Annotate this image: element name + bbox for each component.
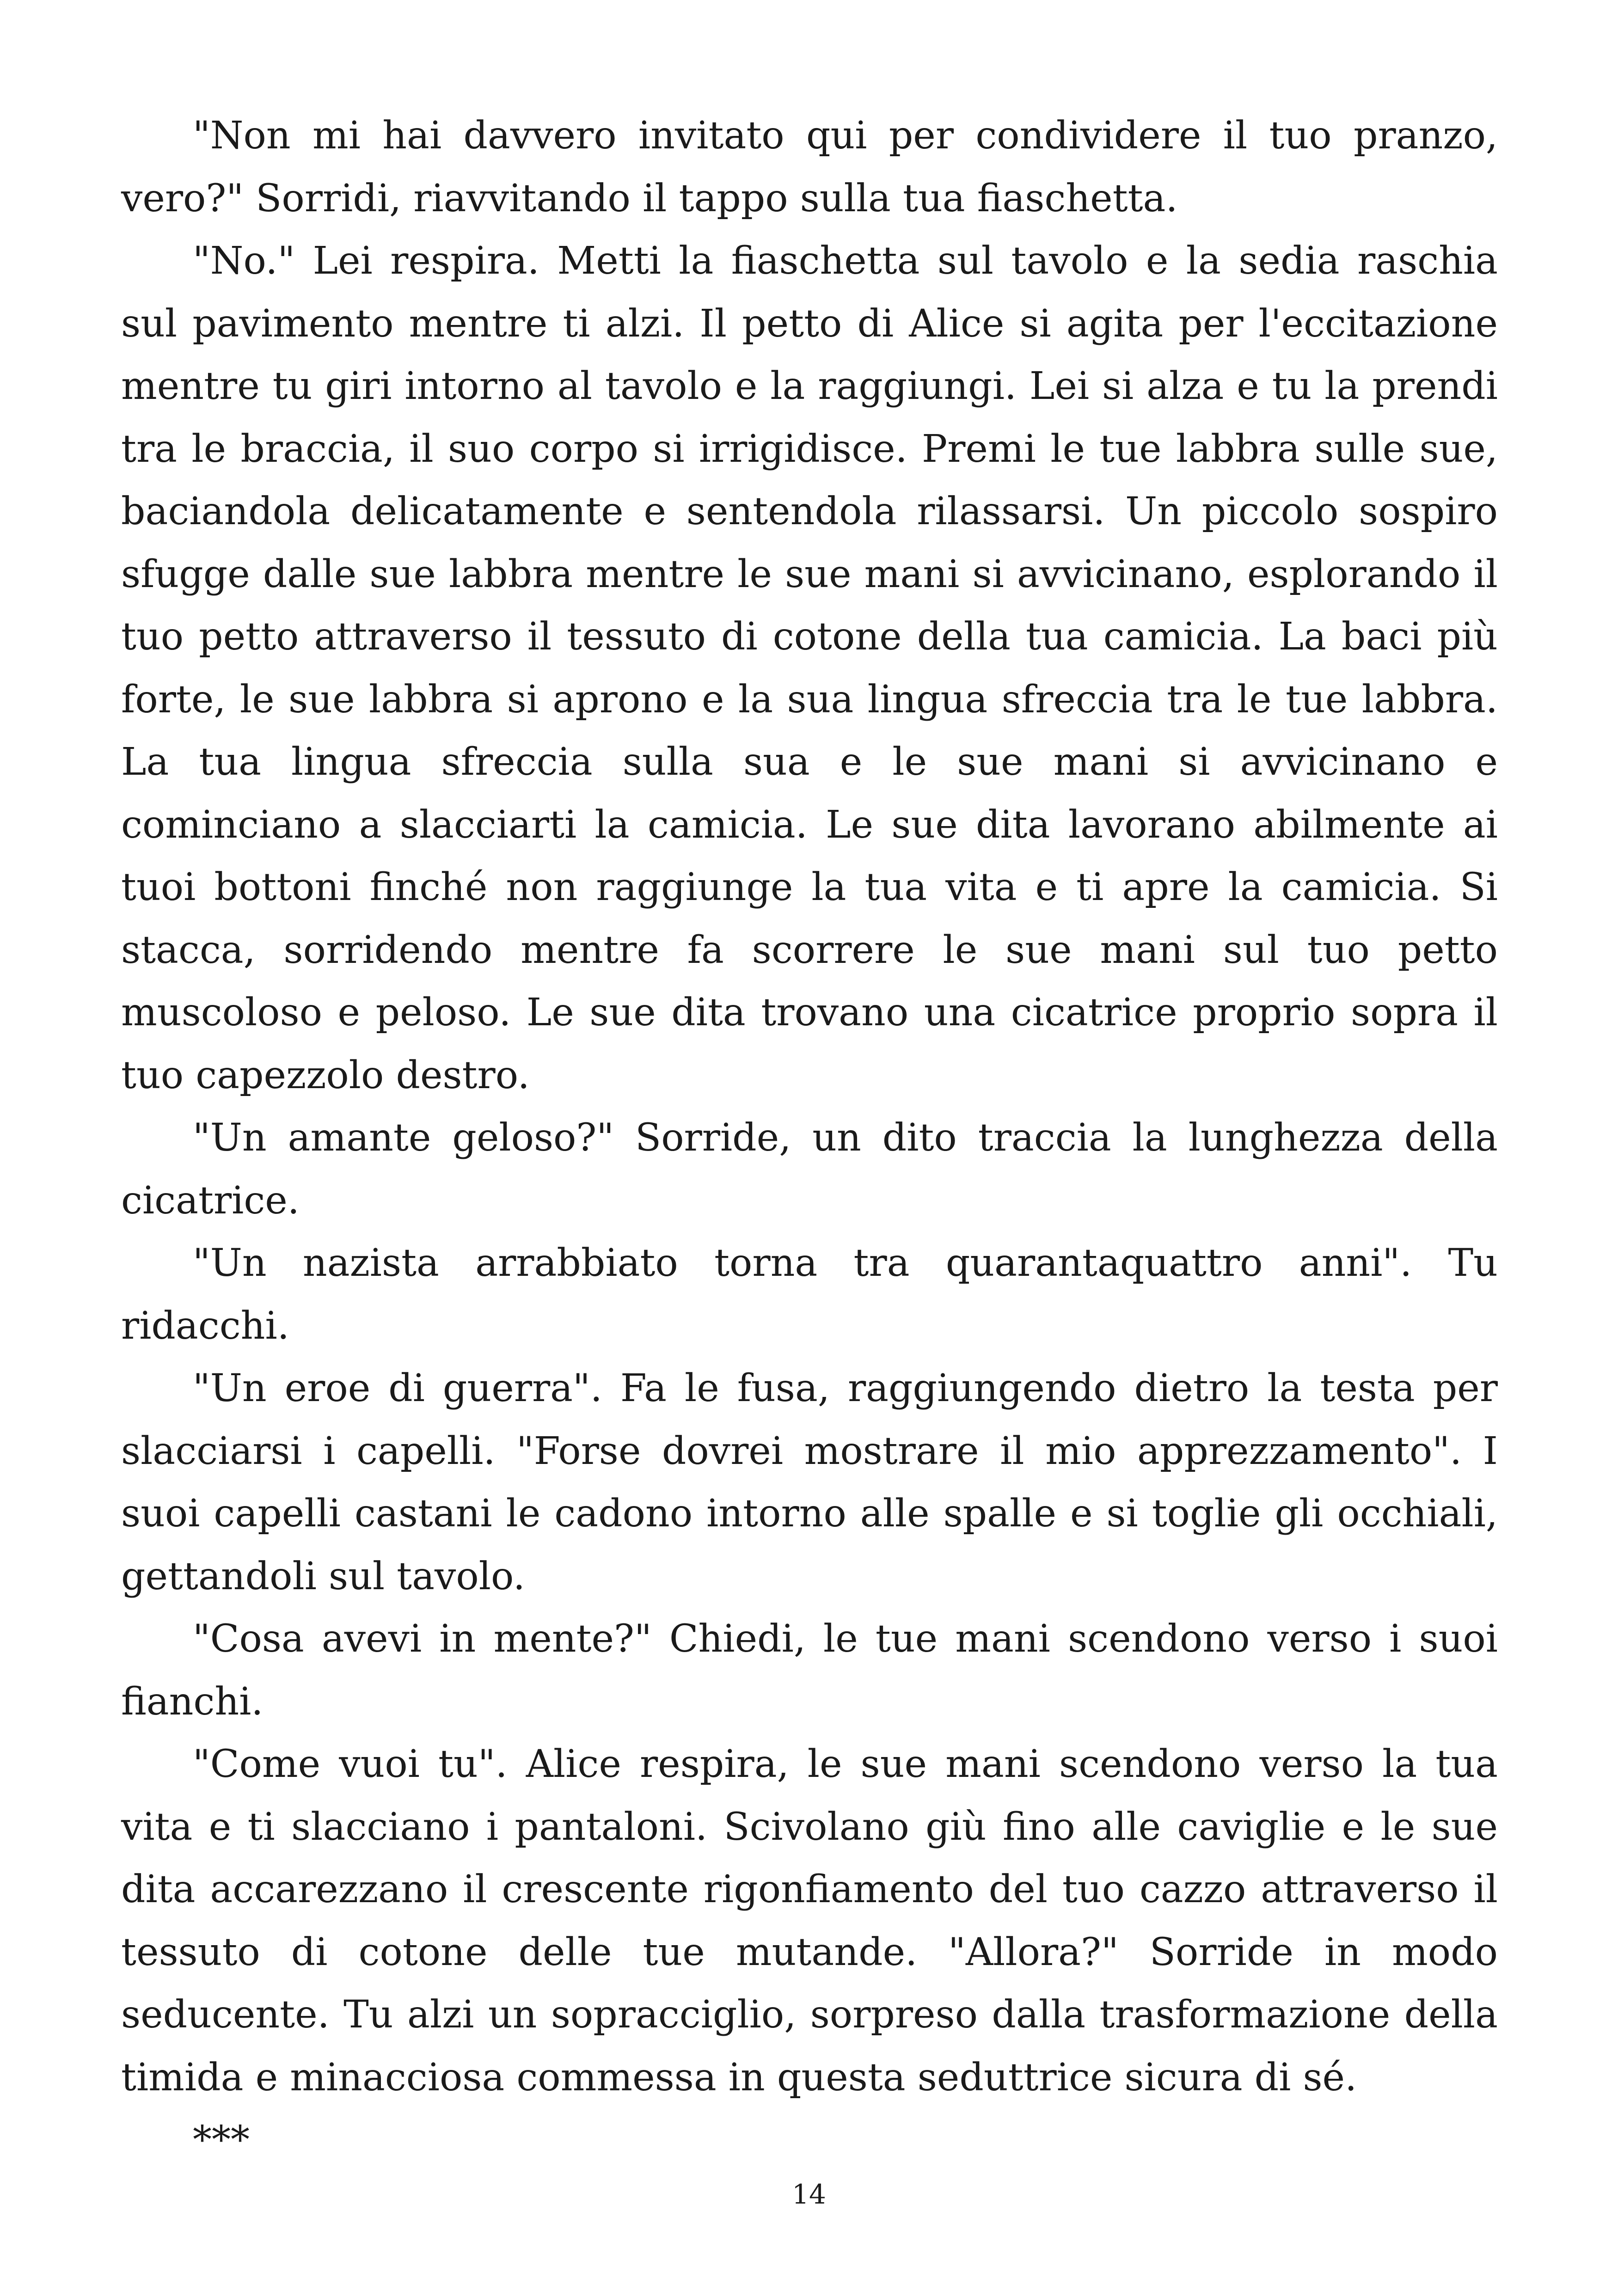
paragraph: "Non mi hai davvero invitato qui per condividere il tuo pranzo, vero?" Sorridi, riavvitando il tappo sulla tua fiaschetta.	[121, 114, 1498, 220]
paragraph: "Cosa avevi in mente?" Chiedi, le tue mani scendono verso i suoi fianchi.	[121, 1617, 1498, 1724]
paragraph: "No." Lei respira. Metti la fiaschetta sul tavolo e la sedia raschia sul pavimento mentre ti alzi. Il petto di Alice si agita per l'eccitazione mentre tu giri intorno al tavolo e la raggiungi. Lei si alza e tu la prendi tra le braccia, il suo corpo si irrigidisce. Premi le tue labbra sulle sue, baciandola delicatamente e sentendola rilassarsi. Un piccolo sospiro sfugge dalle sue labbra mentre le sue mani si avvicinano, esplorando il tuo petto attraverso il tessuto di cotone della tua camicia. La baci più forte, le sue labbra si aprono e la sua lingua sfreccia tra le tue labbra. La tua lingua sfreccia sulla sua e le sue mani si avvicinano e cominciano a slacciarti la camicia. Le sue dita lavorano abilmente ai tuoi bottoni finché non raggiunge la tua vita e ti apre la camicia. Si stacca, sorridendo mentre fa scorrere le sue mani sul tuo petto muscoloso e peloso. Le sue dita trovano una cicatrice proprio sopra il tuo capezzolo destro.	[121, 239, 1498, 1097]
page-number: 14	[792, 2179, 826, 2210]
paragraph: "Un amante geloso?" Sorride, un dito traccia la lunghezza della cicatrice.	[121, 1116, 1498, 1223]
paragraph: "Come vuoi tu". Alice respira, le sue mani scendono verso la tua vita e ti slacciano i pantaloni. Scivolano giù fino alle caviglie e le sue dita accarezzano il crescente rigonfiamento del tuo cazzo attraverso il tessuto di cotone delle tue mutande. "Allora?" Sorride in modo seducente. Tu alzi un sopracciglio, sorpreso dalla trasformazione della timida e minacciosa commessa in questa seduttrice sicura di sé.	[121, 1742, 1498, 2100]
paragraph: "Un nazista arrabbiato torna tra quarantaquattro anni". Tu ridacchi.	[121, 1241, 1498, 1348]
paragraph: "Un eroe di guerra". Fa le fusa, raggiungendo dietro la testa per slacciarsi i capelli. "Forse dovrei mostrare il mio apprezzamento". I suoi capelli castani le cadono intorno alle spalle e si toglie gli occhiali, gettandoli sul tavolo.	[121, 1366, 1498, 1598]
body-text	[121, 104, 1498, 2172]
scene-break: ***	[193, 2118, 250, 2162]
